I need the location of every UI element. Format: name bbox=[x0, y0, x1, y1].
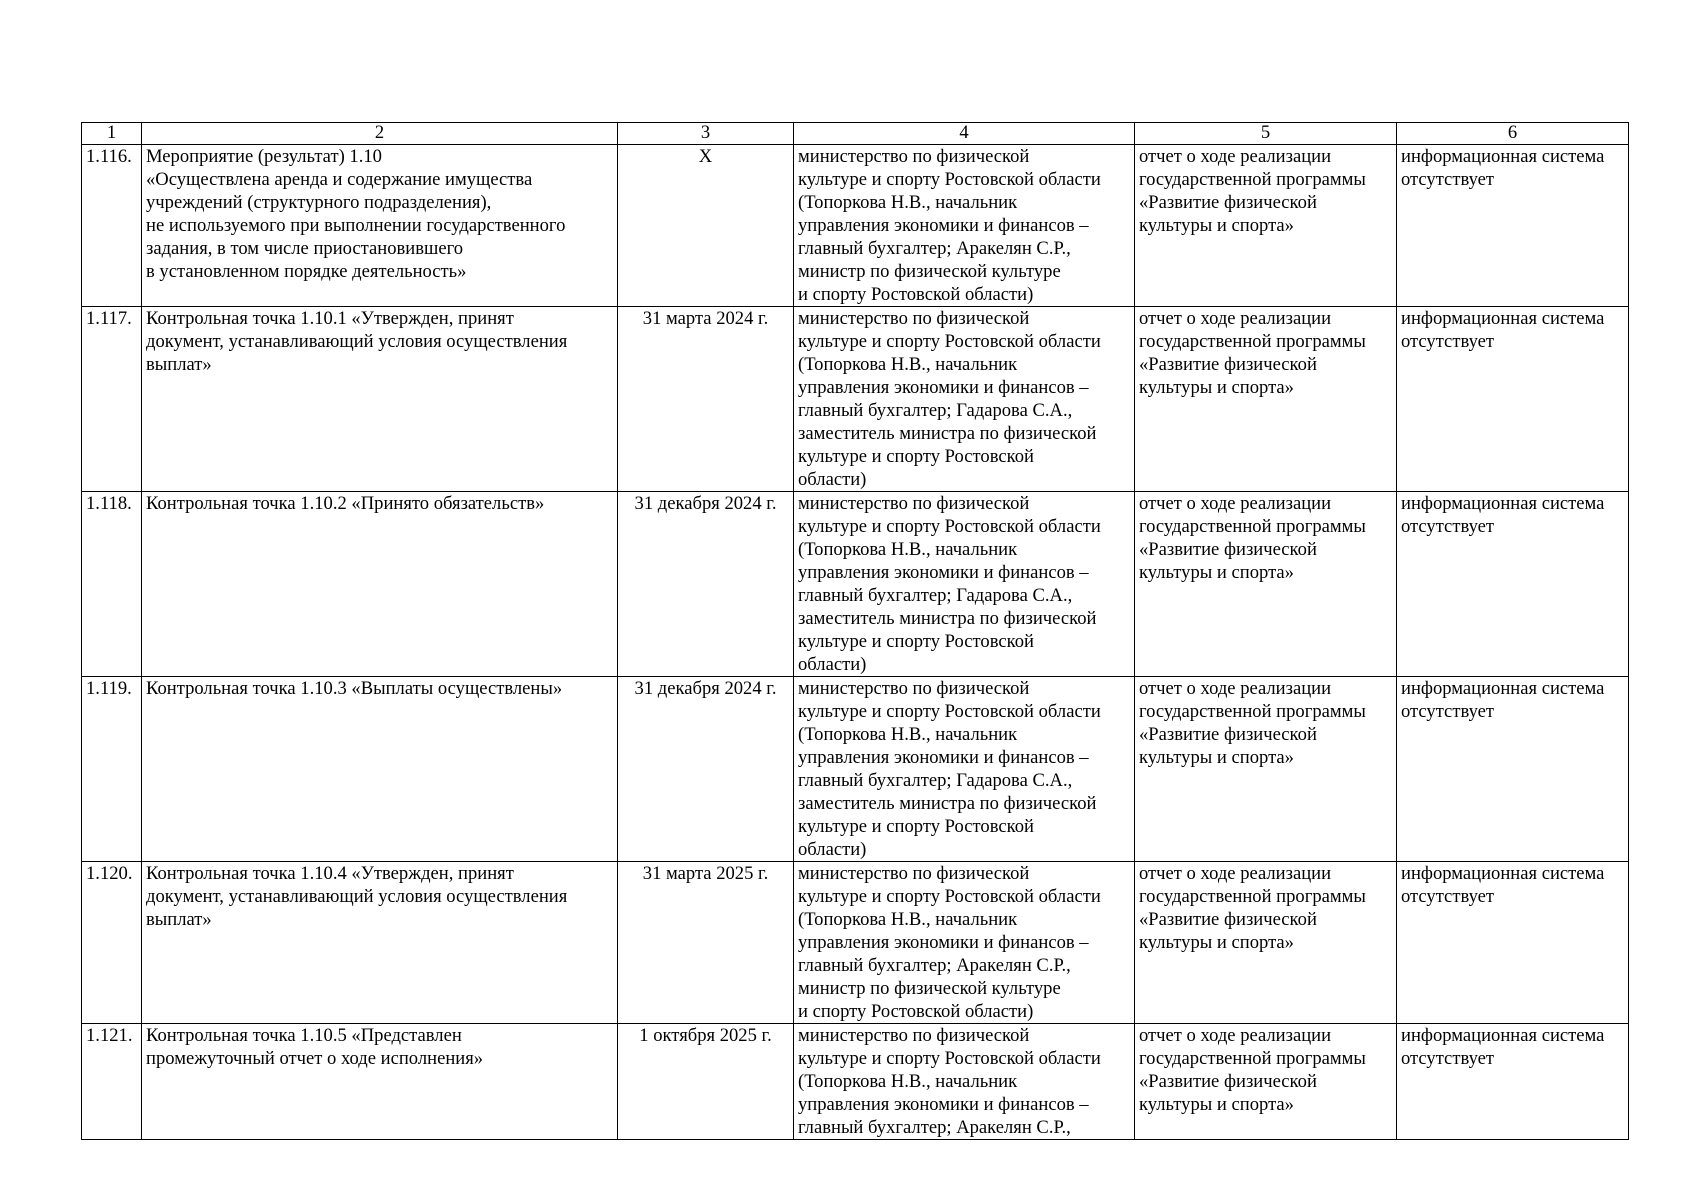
responsible-executor: министерство по физической культуре и спорту Ростовской области (Топоркова Н.В., начальник управления экономики и финансов – главный бухгалтер; Аракелян С.Р., министр по физической культуре и спорту Ростовской области) bbox=[794, 145, 1135, 307]
deadline-date: 31 декабря 2024 г. bbox=[618, 492, 794, 677]
column-number-3: 3 bbox=[618, 123, 794, 145]
table-row bbox=[82, 145, 1629, 307]
plan-table bbox=[81, 122, 1629, 1140]
column-number-4: 4 bbox=[794, 123, 1135, 145]
information-system: информационная система отсутствует bbox=[1397, 307, 1629, 492]
event-name: Мероприятие (результат) 1.10 «Осуществлена аренда и содержание имущества учреждений (структурного подразделения), не используемого при выполнении государственного задания, в том числе приостановившего в установленном порядке деятельность» bbox=[142, 145, 618, 307]
confirming-document: отчет о ходе реализации государственной программы «Развитие физической культуры и спорта» bbox=[1135, 492, 1397, 677]
confirming-document: отчет о ходе реализации государственной программы «Развитие физической культуры и спорта» bbox=[1135, 862, 1397, 1024]
row-number: 1.119. bbox=[82, 677, 142, 862]
deadline-date: 31 марта 2025 г. bbox=[618, 862, 794, 1024]
event-name: Контрольная точка 1.10.1 «Утвержден, принят документ, устанавливающий условия осуществления выплат» bbox=[142, 307, 618, 492]
column-number-5: 5 bbox=[1135, 123, 1397, 145]
row-number: 1.116. bbox=[82, 145, 142, 307]
information-system: информационная система отсутствует bbox=[1397, 145, 1629, 307]
confirming-document: отчет о ходе реализации государственной программы «Развитие физической культуры и спорта» bbox=[1135, 1024, 1397, 1140]
column-number-1: 1 bbox=[82, 123, 142, 145]
deadline-date: 31 декабря 2024 г. bbox=[618, 677, 794, 862]
table-row bbox=[82, 677, 1629, 862]
responsible-executor: министерство по физической культуре и спорту Ростовской области (Топоркова Н.В., начальник управления экономики и финансов – главный бухгалтер; Гадарова С.А., заместитель министра по физической культуре и спорту Ростовской области) bbox=[794, 307, 1135, 492]
responsible-executor: министерство по физической культуре и спорту Ростовской области (Топоркова Н.В., начальник управления экономики и финансов – главный бухгалтер; Гадарова С.А., заместитель министра по физической культуре и спорту Ростовской области) bbox=[794, 677, 1135, 862]
confirming-document: отчет о ходе реализации государственной программы «Развитие физической культуры и спорта» bbox=[1135, 145, 1397, 307]
confirming-document: отчет о ходе реализации государственной программы «Развитие физической культуры и спорта» bbox=[1135, 677, 1397, 862]
event-name: Контрольная точка 1.10.4 «Утвержден, принят документ, устанавливающий условия осуществления выплат» bbox=[142, 862, 618, 1024]
table-row bbox=[82, 307, 1629, 492]
row-number: 1.121. bbox=[82, 1024, 142, 1140]
information-system: информационная система отсутствует bbox=[1397, 862, 1629, 1024]
column-number-6: 6 bbox=[1397, 123, 1629, 145]
information-system: информационная система отсутствует bbox=[1397, 677, 1629, 862]
deadline-date: 31 марта 2024 г. bbox=[618, 307, 794, 492]
event-name: Контрольная точка 1.10.3 «Выплаты осуществлены» bbox=[142, 677, 618, 862]
responsible-executor: министерство по физической культуре и спорту Ростовской области (Топоркова Н.В., начальник управления экономики и финансов – главный бухгалтер; Гадарова С.А., заместитель министра по физической культуре и спорту Ростовской области) bbox=[794, 492, 1135, 677]
event-name: Контрольная точка 1.10.2 «Принято обязательств» bbox=[142, 492, 618, 677]
information-system: информационная система отсутствует bbox=[1397, 1024, 1629, 1140]
table-row bbox=[82, 862, 1629, 1024]
row-number: 1.120. bbox=[82, 862, 142, 1024]
deadline-date: X bbox=[618, 145, 794, 307]
information-system: информационная система отсутствует bbox=[1397, 492, 1629, 677]
table-row bbox=[82, 1024, 1629, 1140]
event-name: Контрольная точка 1.10.5 «Представлен промежуточный отчет о ходе исполнения» bbox=[142, 1024, 618, 1140]
row-number: 1.117. bbox=[82, 307, 142, 492]
deadline-date: 1 октября 2025 г. bbox=[618, 1024, 794, 1140]
responsible-executor: министерство по физической культуре и спорту Ростовской области (Топоркова Н.В., начальник управления экономики и финансов – главный бухгалтер; Аракелян С.Р., министр по физической культуре и спорту Ростовской области) bbox=[794, 862, 1135, 1024]
column-number-2: 2 bbox=[142, 123, 618, 145]
responsible-executor: министерство по физической культуре и спорту Ростовской области (Топоркова Н.В., начальник управления экономики и финансов – главный бухгалтер; Аракелян С.Р., bbox=[794, 1024, 1135, 1140]
table-row bbox=[82, 492, 1629, 677]
row-number: 1.118. bbox=[82, 492, 142, 677]
table-header-row bbox=[82, 123, 1629, 145]
confirming-document: отчет о ходе реализации государственной программы «Развитие физической культуры и спорта» bbox=[1135, 307, 1397, 492]
